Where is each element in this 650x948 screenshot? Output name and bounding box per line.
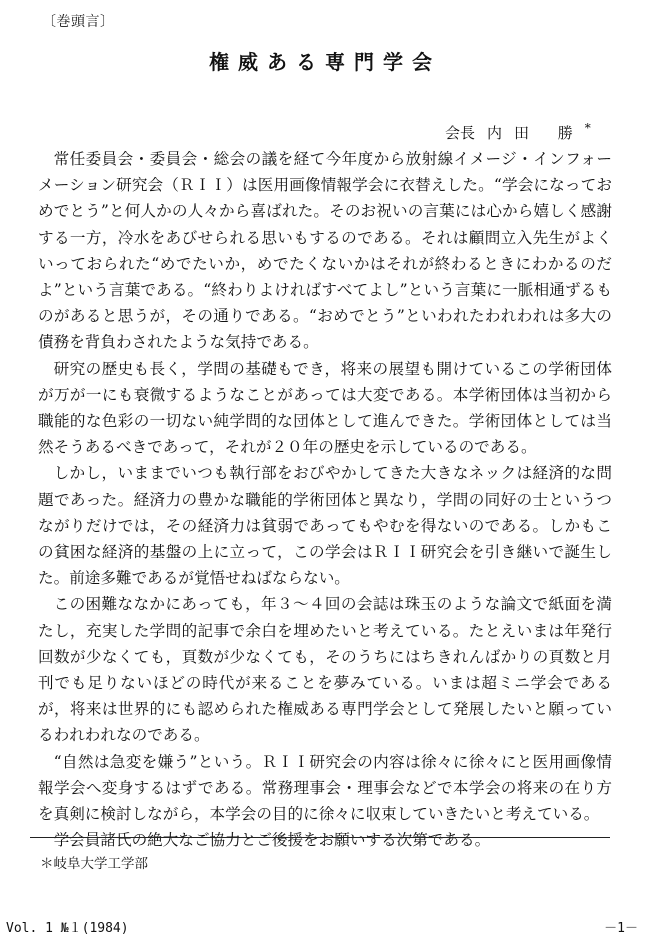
section-label: 〔巻頭言〕 <box>42 14 115 30</box>
footnote-divider <box>30 837 610 838</box>
page-number: －1－ <box>604 921 638 936</box>
author-line <box>445 121 591 143</box>
article-body <box>38 146 612 853</box>
paragraph-6: 学会員諸氏の絶大なご協力とご後援をお願いする次第である。 <box>53 831 491 850</box>
page-title: 権威ある専門学会 <box>209 50 441 74</box>
author-footnote-mark: * <box>584 121 591 135</box>
volume-info: Vol. 1 №１(1984) <box>6 921 129 936</box>
footnote-affiliation: ＊岐阜大学工学部 <box>40 856 148 872</box>
author-role: 会長 <box>445 124 476 142</box>
paragraph-2: 研究の歴史も長く，学問の基礎もでき，将来の展望も開けているこの学術団体が万が一にも衰微するようなことがあっては大変である。本学術団体は当初から職能的な色彩の一切ない純学問的な団体として進んできた。学術団体としては当然そうあるべきであって，それが２０年の歴史を示しているのである。 <box>38 359 612 457</box>
author-name: 内田 勝 <box>487 124 585 142</box>
paragraph-4: この困難ななかにあっても，年３～４回の会誌は珠玉のような論文で紙面を満たし，充実した学問的記事で余白を埋めたいと考えている。たとえいまは年発行回数が少なくても，頁数が少なくても，そのうちにはちきれんばかりの頁数と月刊でも足りないほどの時代が来ることを夢みている。いまは超ミニ学会であるが，将来は世界的にも認められた権威ある専門学会として発展したいと願っているわれわれなのである。 <box>38 595 612 745</box>
paragraph-5: “自然は急変を嫌う”という。ＲＩＩ研究会の内容は徐々に徐々にと医用画像情報学会へ変身するはずである。常務理事会・理事会などで本学会の将来の在り方を真剣に検討しながら，本学会の目的に徐々に収束していきたいと考えている。 <box>38 752 612 824</box>
paragraph-3: しかし，いままでいつも執行部をおびやかしてきた大きなネックは経済的な問題であった。経済力の豊かな職能的学術団体と異なり，学問の同好の士というつながりだけでは，その経済力は貧弱であってもやむを得ないのである。しかもこの貧困な経済的基盤の上に立って，この学会はＲＩＩ研究会を引き継いで誕生した。前途多難であるが覚悟せねばならない。 <box>38 464 612 588</box>
paragraph-1: 常任委員会・委員会・総会の議を経て今年度から放射線イメージ・インフォーメーション研究会（ＲＩＩ）は医用画像情報学会に衣替えした。“学会になっておめでとう”と何人かの人々から喜ばれた。そのお祝いの言葉には心から嬉しく感謝する一方，冷水をあびせられる思いもするのである。それは顧問立入先生がよくいっておられた“めでたいか，めでたくないかはそれが終わるときにわかるのだよ”という言葉である。“終わりよければすべてよし”という言葉に一脈相通ずるものがあると思うが，その通りである。“おめでとう”といわれたわれわれは多大の債務を背負わされたような気持である。 <box>38 150 612 352</box>
